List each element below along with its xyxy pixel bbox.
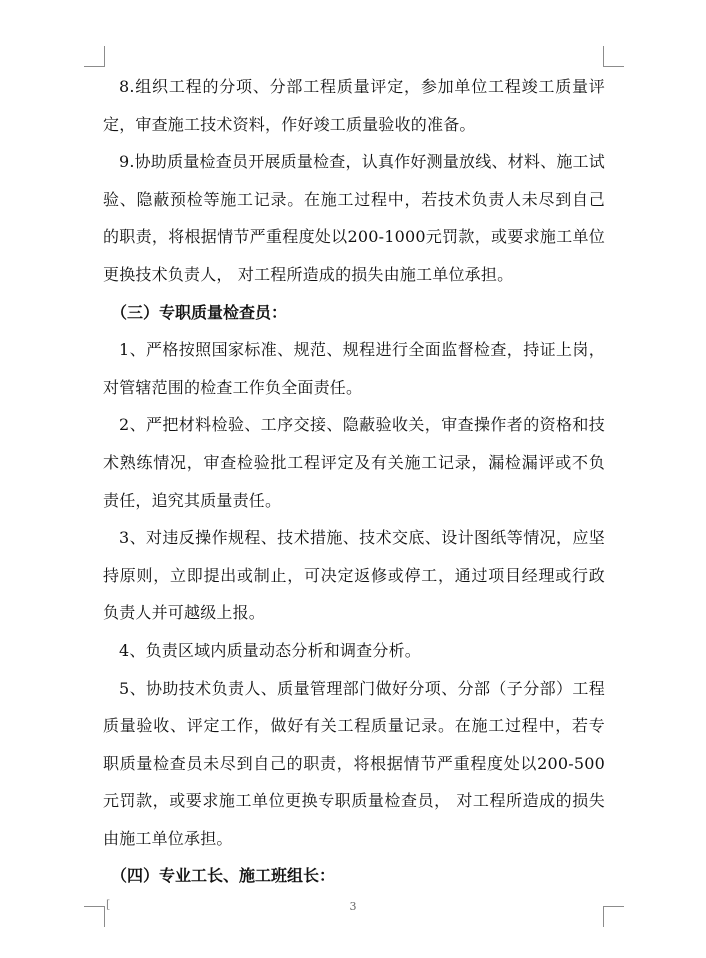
crop-mark-top-left <box>84 46 105 67</box>
section3-item-5: 5、协助技术负责人、质量管理部门做好分项、分部（子分部）工程质量验收、评定工作，做好有关工程质量记录。在施工过程中，若专职质量检查员未尽到自己的职责，将根据情节严重程度处以200-500元罚款，或要求施工单位更换专职质量检查员， 对工程所造成的损失由施工单位承担。 <box>103 678 605 848</box>
section-heading-3: （三）专职质量检查员： <box>111 302 288 322</box>
section3-item-1: 1、严格按照国家标准、规范、规程进行全面监督检查，持证上岗，对管辖范围的检查工作负全面责任。 <box>103 340 605 397</box>
paragraph-item-8: 8.组织工程的分项、分部工程质量评定，参加单位工程竣工质量评定，审查施工技术资料，作好竣工质量验收的准备。 <box>103 77 605 134</box>
page-number: 3 <box>349 900 357 913</box>
page-body <box>103 68 605 895</box>
section3-item-2: 2、严把材料检验、工序交接、隐蔽验收关，审查操作者的资格和技术熟练情况，审查检验批工程评定及有关施工记录，漏检漏评或不负责任，追究其质量责任。 <box>103 415 605 510</box>
crop-mark-top-right <box>603 46 624 67</box>
section3-item-4: 4、负责区域内质量动态分析和调查分析。 <box>119 640 421 660</box>
paragraph-item-9: 9.协助质量检查员开展质量检查，认真作好测量放线、材料、施工试验、隐蔽预检等施工记录。在施工过程中，若技术负责人未尽到自己的职责，将根据情节严重程度处以200-1000元罚款，或要求施工单位更换技术负责人， 对工程所造成的损失由施工单位承担。 <box>103 152 605 284</box>
section3-item-3: 3、对违反操作规程、技术措施、技术交底、设计图纸等情况，应坚持原则，立即提出或制止，可决定返修或停工，通过项目经理或行政负责人并可越级上报。 <box>103 528 605 623</box>
footer-bracket: [ <box>106 898 111 911</box>
section-heading-4: （四）专业工长、施工班组长： <box>111 866 336 886</box>
